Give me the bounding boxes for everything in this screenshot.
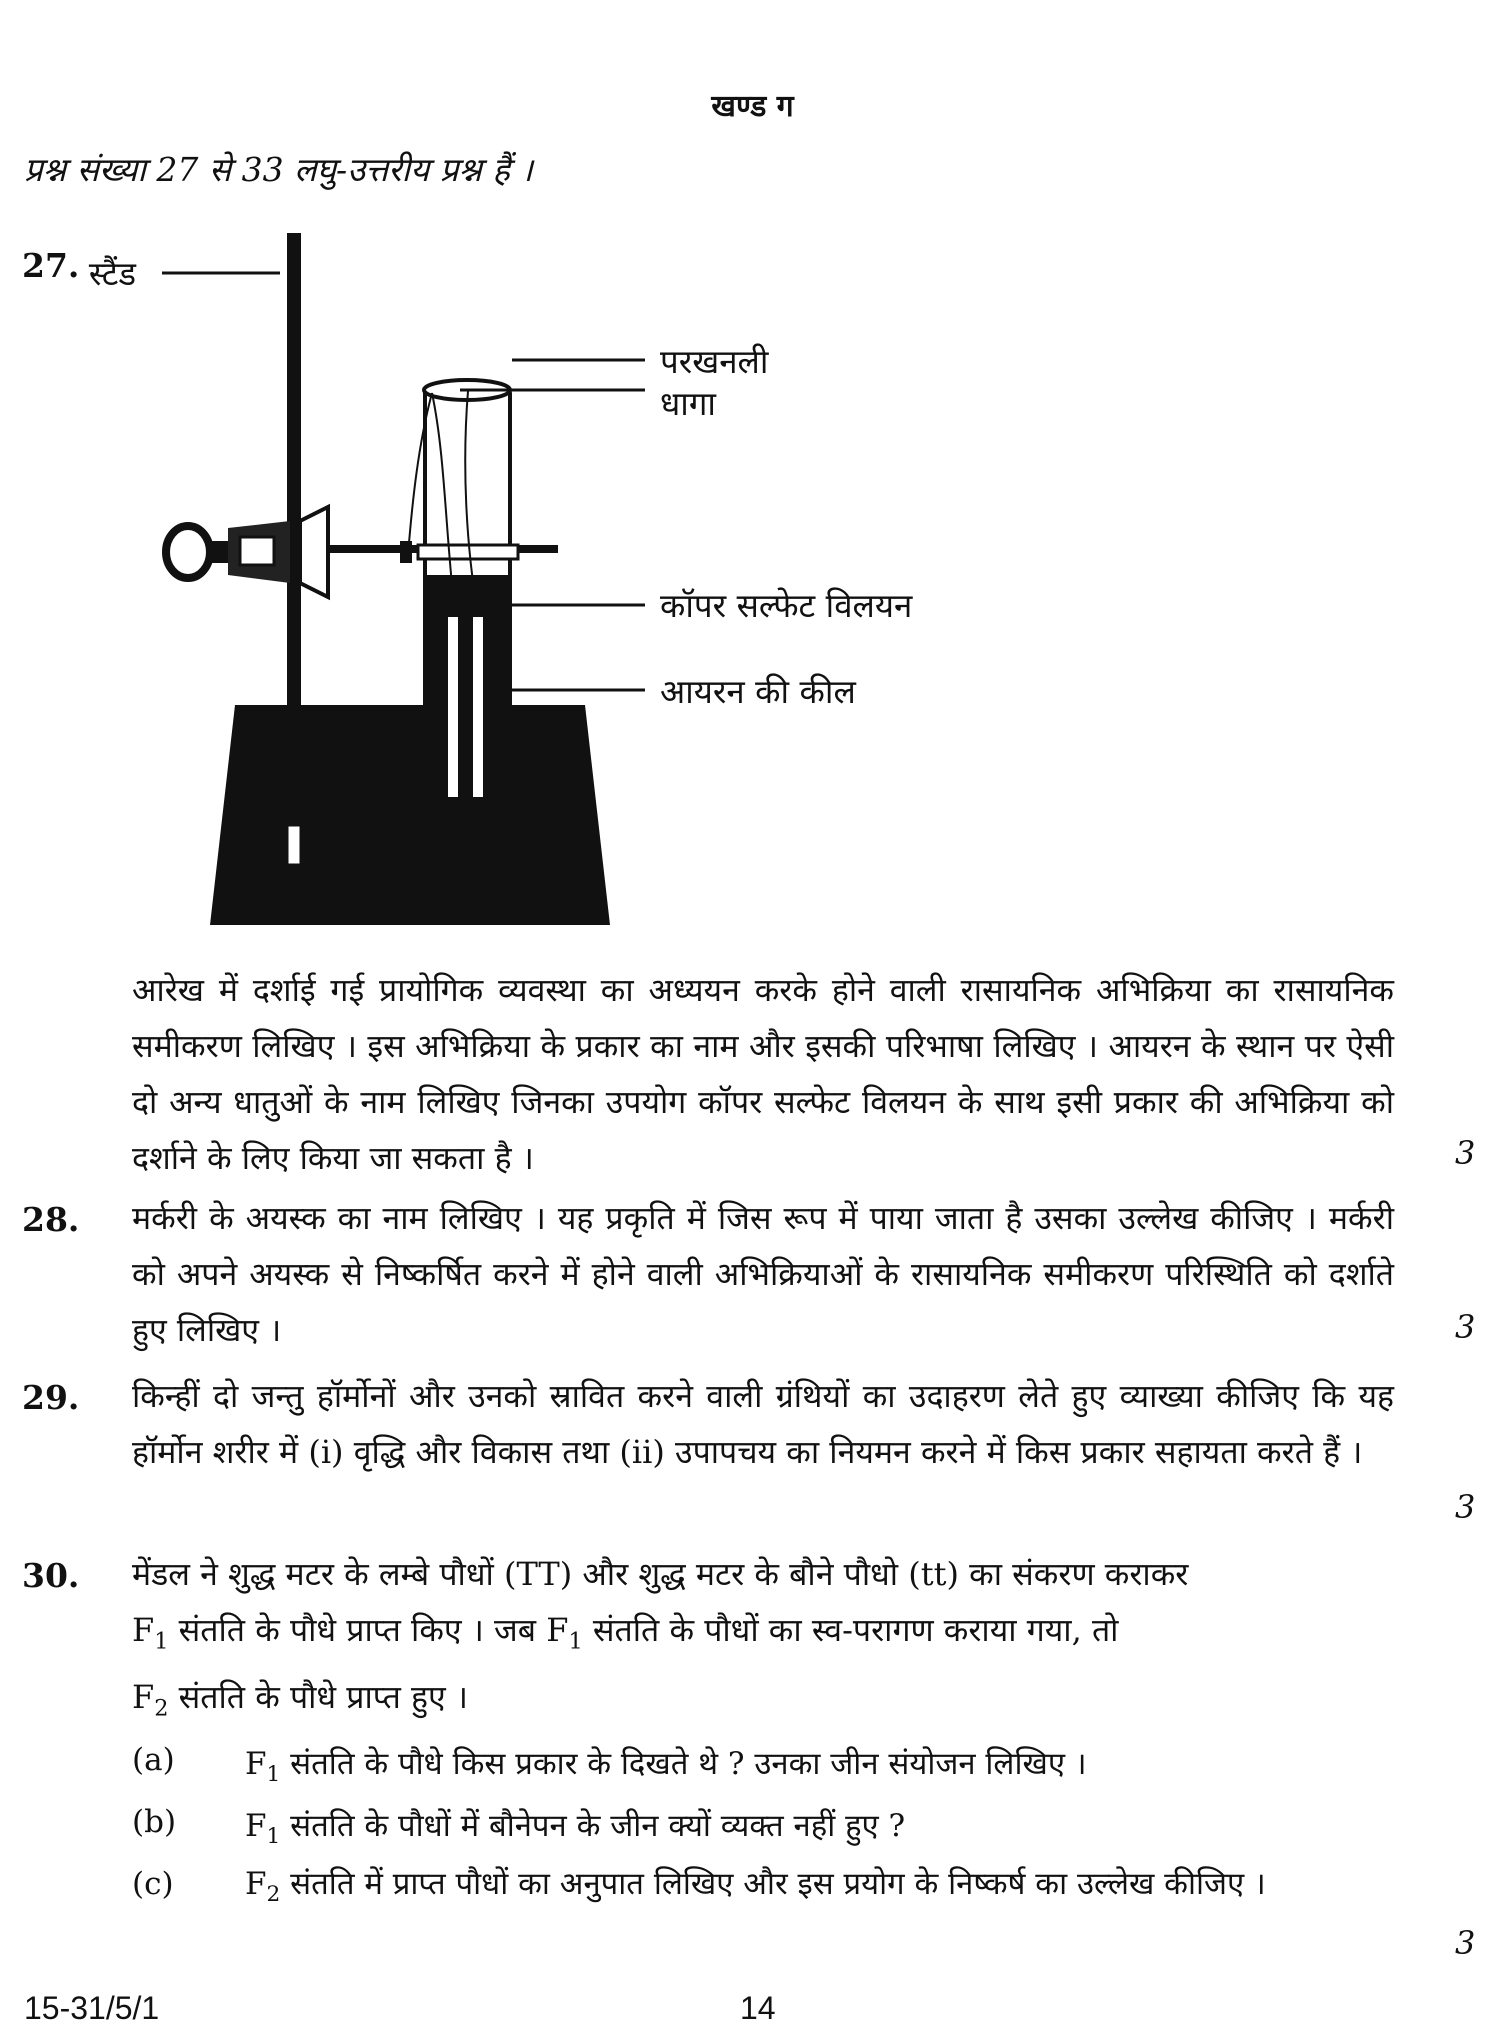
question-27-marks: 3: [1455, 1134, 1476, 1172]
question-30-line-1: मेंडल ने शुद्ध मटर के लम्बे पौधों (TT) और शुद्ध मटर के बौने पौधो (tt) का संकरण कराकर: [132, 1555, 1189, 1593]
section-title: खण्ड ग: [711, 89, 794, 124]
question-30-line-2: $F_1$ संतति के पौधे प्राप्त किए । जब $F_1$ संतति के पौधों का स्व-परागण कराया गया, तो: [132, 1611, 1119, 1655]
iron-nail-1: [448, 617, 458, 797]
question-27-text: आरेख में दर्शाई गई प्रायोगिक व्यवस्था का अध्ययन करके होने वाली रासायनिक अभिक्रिया का रासायनिक समीकरण लिखिए । इस अभिक्रिया के प्रकार का नाम और इसकी परिभाषा लिखिए । आयरन के स्थान पर ऐसी दो अन्य धातुओं के नाम लिखिए जिनका उपयोग कॉपर सल्फेट विलयन के साथ इसी प्रकार की अभिक्रिया को दर्शाने के लिए किया जा सकता है ।: [132, 971, 1394, 1177]
page-number: 14: [740, 1990, 776, 2026]
experiment-diagram: [88, 225, 970, 945]
copper-sulphate-solution: [427, 575, 508, 850]
part-c-text: $F_2$ संतति में प्राप्त पौधों का अनुपात लिखिए और इस प्रयोग के निष्कर्ष का उल्लेख कीजिए ।: [245, 1866, 1266, 1908]
question-30-marks: 3: [1455, 1924, 1476, 1962]
paper-code: 15-31/5/1: [24, 1990, 160, 2026]
label-solution: कॉपर सल्फेट विलयन: [660, 586, 913, 625]
question-number-29: 29.: [22, 1378, 80, 1417]
label-stand: स्टैंड: [88, 254, 136, 293]
part-a-label: (a): [132, 1742, 175, 1778]
part-a-text: $F_1$ संतति के पौधे किस प्रकार के दिखते थे ? उनका जीन संयोजन लिखिए ।: [245, 1746, 1087, 1788]
instruction: प्रश्न संख्या 27 से 33 लघु-उत्तरीय प्रश्न हैं ।: [24, 150, 533, 189]
label-thread: धागा: [660, 384, 716, 423]
question-28-text: मर्करी के अयस्क का नाम लिखिए । यह प्रकृति में जिस रूप में पाया जाता है उसका उल्लेख कीजिए । मर्करी को अपने अयस्क से निष्कर्षित करने में होने वाली अभिक्रियाओं के रासायनिक समीकरण परिस्थिति को दर्शाते हुए लिखिए ।: [132, 1199, 1394, 1349]
iron-nail-2: [473, 617, 483, 797]
question-number-30: 30.: [22, 1556, 80, 1595]
question-29-text: किन्हीं दो जन्तु हॉर्मोनों और उनको स्रावित करने वाली ग्रंथियों का उदाहरण लेते हुए व्याख्या कीजिए कि यह हॉर्मोन शरीर में (i) वृद्धि और विकास तथा (ii) उपापचय का नियमन करने में किस प्रकार सहायता करते हैं ।: [132, 1377, 1394, 1471]
part-c-label: (c): [132, 1866, 174, 1902]
question-28-marks: 3: [1455, 1308, 1476, 1346]
question-number-28: 28.: [22, 1200, 80, 1239]
label-nail: आयरन की कील: [660, 672, 856, 711]
clamp-knob: [166, 526, 210, 578]
part-b-label: (b): [132, 1804, 177, 1840]
part-b-text: $F_1$ संतति के पौधों में बौनेपन के जीन क्यों व्यक्त नहीं हुए ?: [245, 1808, 906, 1850]
question-number-27: 27.: [22, 246, 80, 285]
label-test-tube: परखनली: [660, 342, 769, 381]
question-30-line-3: $F_2$ संतति के पौधे प्राप्त हुए ।: [132, 1678, 469, 1722]
question-30-text: [132, 1546, 1394, 1737]
stand-base: [210, 705, 610, 925]
question-29-marks: 3: [1455, 1488, 1476, 1526]
